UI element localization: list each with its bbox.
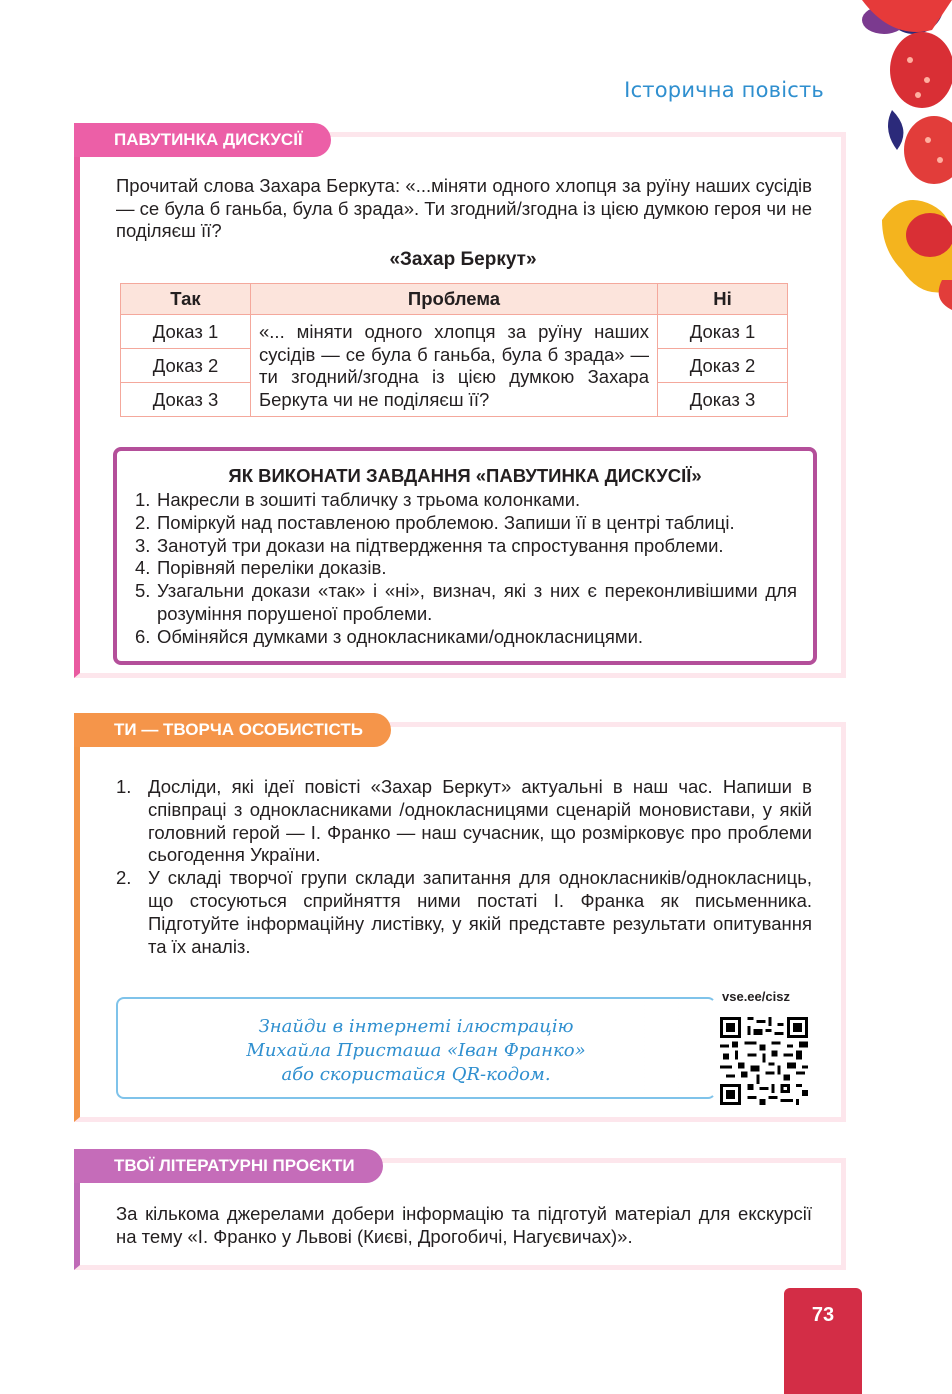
section-header: ТВОЇ ЛІТЕРАТУРНІ ПРОЄКТИ [74,1149,383,1183]
no-proof-3: Доказ 3 [658,383,788,417]
task-list [116,776,812,958]
step-text: Порівняй переліки доказів. [157,557,387,579]
step-number: 4. [135,557,151,579]
task-text: У складі творчої групи склади запитання для однокласників/однокласниць, що стосуються сприйняття ними постаті І. Франка як письменника. Підготуйте інформаційну листівку, у якій представте результати опитування та їх аналіз. [148,867,812,957]
creative-personality-section [74,722,846,1122]
project-text: За кількома джерелами добери інформацію та підготуй матеріал для екскурсії на тему «І. Франко у Львові (Києві, Дрогобичі, Нагуєвичах)». [116,1203,812,1247]
yes-proof-1: Доказ 1 [121,315,251,349]
list-item [116,867,812,958]
discussion-table [120,283,788,417]
yes-proof-2: Доказ 2 [121,349,251,383]
howto-steps [135,489,797,649]
task-text: Досліди, які ідеї повісті «Захар Беркут» актуальні в наш час. Напиши в співпраці з однокласниками /однокласницями сценарій моновистави, у якій головний герой — І. Франко — наш сучасник, що розмірковує про проблеми сьогодення України. [148,776,812,866]
list-item [116,776,812,867]
find-line: Михайла Присташа «Іван Франко» [246,1040,586,1061]
header-problem: Проблема [251,284,658,315]
list-item [135,557,797,580]
running-head: Історична повість [624,78,824,102]
step-text: Обміняйся думками з однокласниками/однокласницями. [157,625,644,647]
list-item [135,626,797,649]
find-line: Знайди в інтернеті ілюстрацію [258,1016,574,1037]
task-number: 1. [116,776,132,797]
howto-title: ЯК ВИКОНАТИ ЗАВДАННЯ «ПАВУТИНКА ДИСКУСІЇ» [228,465,702,486]
step-text: Накресли в зошиті табличку з трьома колонками. [157,489,581,510]
intro-paragraph: Прочитай слова Захара Беркута: «...міняти одного хлопця за руїну наших сусідів — се була б ганьба, була б зрада». Ти згодний/згодна із цією думкою героя чи не поділяєш її? [116,175,812,241]
yes-proof-3: Доказ 3 [121,383,251,417]
section-header: ТИ — ТВОРЧА ОСОБИСТІСТЬ [74,713,391,747]
table-header-row [121,284,788,315]
howto-box [113,447,817,665]
step-number: 6. [135,625,151,647]
step-number: 2. [135,511,151,533]
step-text: Занотуй три докази на підтвердження та спростування проблеми. [157,534,724,556]
qr-link-label[interactable]: vse.ee/cisz [722,989,790,1004]
step-number: 5. [135,580,151,602]
literary-projects-section [74,1158,846,1270]
step-text: Узагальни докази «так» і «ні», визнач, які з них є переконливішими для розуміння порушеної проблеми. [157,580,797,624]
discussion-web-section [74,132,846,678]
step-text: Поміркуй над поставленою проблемою. Запиши її в центрі таблиці. [157,511,735,533]
find-online-box [116,997,716,1099]
step-number: 1. [135,489,151,510]
list-item [135,512,797,535]
find-online-text [118,1015,714,1087]
step-number: 3. [135,534,151,556]
problem-cell: «... міняти одного хлопця за руїну наших сусідів — се була б ганьба, була б зрада» — ти згодний/згодна із цією думкою Захара Беркута чи не поділяєш її? [251,315,658,417]
section-header: ПАВУТИНКА ДИСКУСІЇ [74,123,331,157]
find-line: або скористайся QR-кодом. [281,1064,551,1085]
qr-code-icon[interactable] [720,1017,808,1105]
list-item [135,489,797,512]
no-proof-2: Доказ 2 [658,349,788,383]
table-row [121,315,788,349]
no-proof-1: Доказ 1 [658,315,788,349]
list-item [135,535,797,558]
task-number: 2. [116,867,132,889]
list-item [135,580,797,626]
table-title: «Захар Беркут» [389,249,537,270]
header-no: Ні [658,284,788,315]
page-number: 73 [784,1288,862,1394]
header-yes: Так [121,284,251,315]
